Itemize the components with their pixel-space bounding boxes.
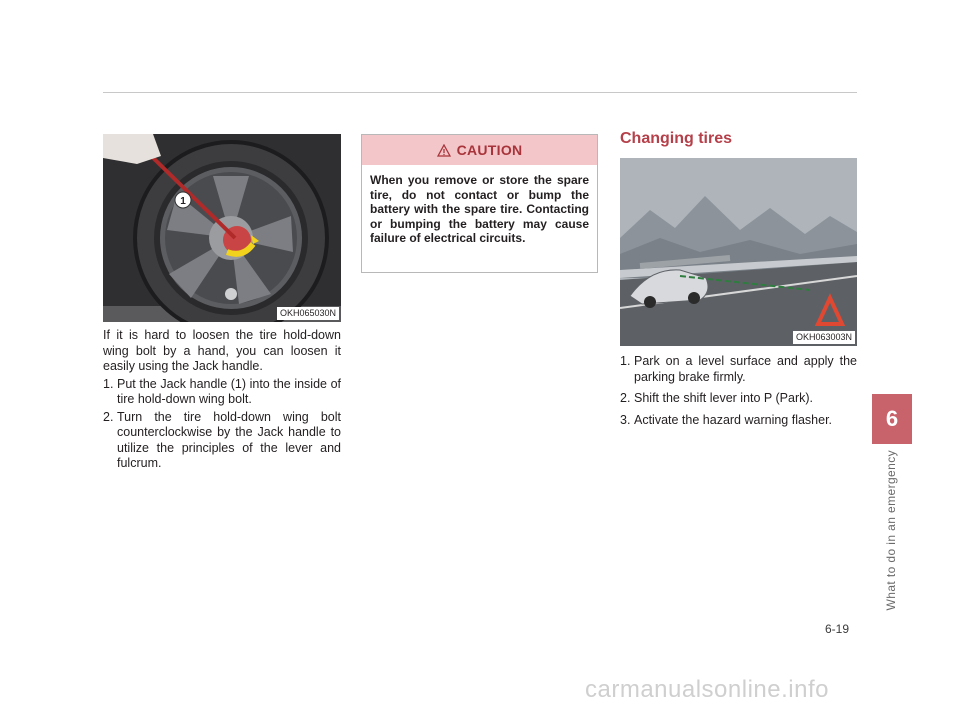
- spare-tire-illustration: [103, 134, 341, 322]
- warning-triangle-icon: [437, 144, 451, 157]
- header-rule: [103, 92, 857, 93]
- chapter-tab: 6: [872, 394, 912, 444]
- list-item: 2. Shift the shift lever into P (Park).: [620, 391, 814, 405]
- callout-number: 1: [180, 196, 186, 207]
- list-item: 1. Put the Jack handle (1) into the inside of tire hold-down wing bolt.: [103, 376, 341, 406]
- right-column-text: [620, 352, 857, 428]
- chapter-label: What to do in an emergency: [884, 450, 898, 611]
- intro-paragraph: If it is hard to loosen the tire hold-down wing bolt by a hand, you can loosen it easily using the Jack handle.: [103, 328, 341, 373]
- section-title: Changing tires: [620, 130, 733, 147]
- caution-text: When you remove or store the spare tire, do not contact or bump the battery with the spare tire. Contacting or bumping the battery may cause failure of electrical circuits.: [370, 173, 589, 245]
- caution-box: [361, 134, 598, 273]
- figure-code: OKH065030N: [277, 307, 339, 320]
- watermark: carmanualsonline.info: [585, 676, 829, 703]
- page-number: 6-19: [825, 622, 850, 636]
- caution-title: CAUTION: [456, 142, 523, 158]
- list-item: 2. Turn the tire hold-down wing bolt counterclockwise by the Jack handle to utilize the principles of the lever and fulcrum.: [103, 409, 341, 470]
- list-item: 3. Activate the hazard warning flasher.: [620, 412, 833, 427]
- left-column-text: [103, 328, 341, 472]
- list-item: 1. Park on a level surface and apply the parking brake firmly.: [620, 354, 857, 384]
- spare-tire-drawing: [103, 134, 341, 322]
- caution-header: [362, 135, 597, 165]
- changing-tires-steps: [620, 354, 857, 428]
- roadside-illustration: [620, 158, 857, 346]
- figure-code: OKH063003N: [793, 331, 855, 344]
- roadside-drawing: [620, 158, 857, 346]
- jack-steps-list: [103, 377, 341, 472]
